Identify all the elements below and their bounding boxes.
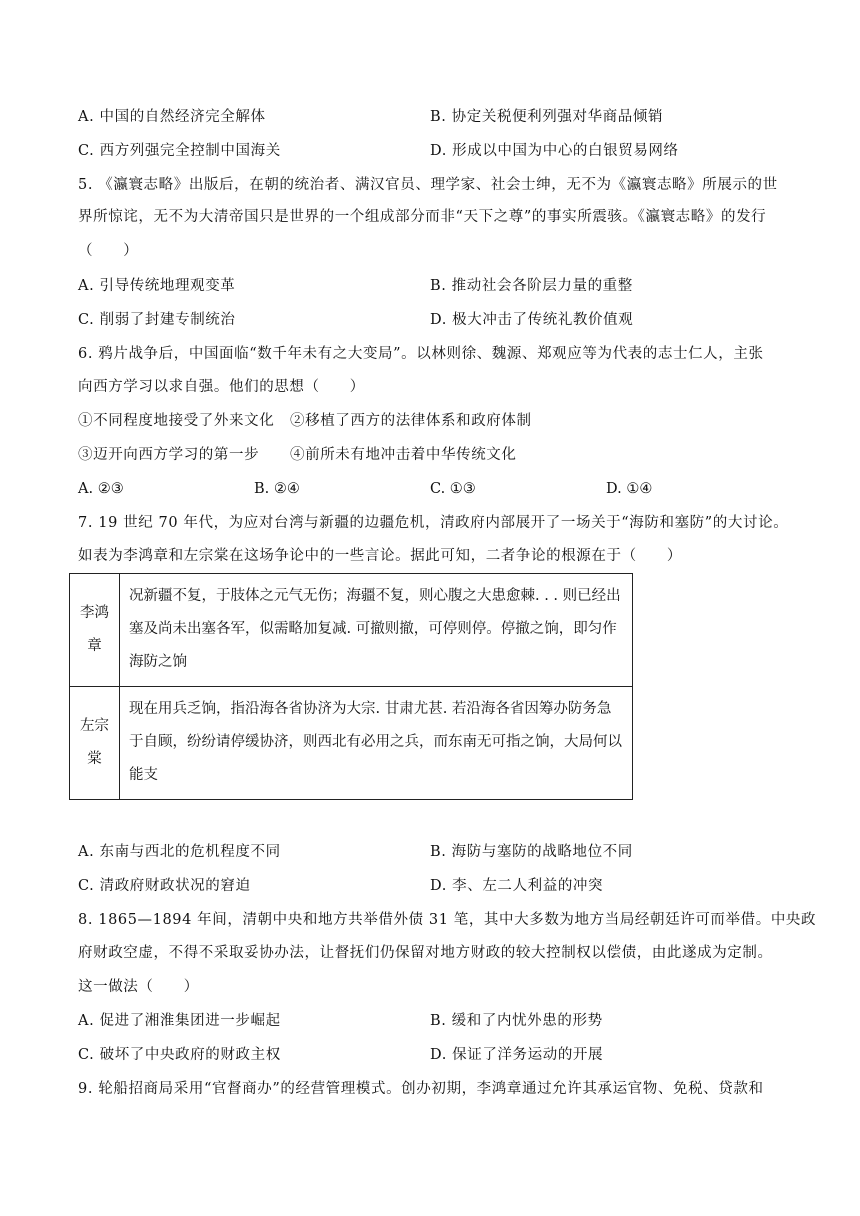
q4-option-c[interactable]: C. 西方列强完全控制中国海关 — [78, 143, 281, 159]
q7-quote-table — [69, 573, 633, 800]
speaker-name-part: 棠 — [87, 751, 102, 767]
q7-option-d[interactable]: D. 李、左二人利益的冲突 — [430, 878, 604, 894]
q8-option-b[interactable]: B. 缓和了内忧外患的形势 — [430, 1013, 603, 1029]
q7-stem-line-1: 7. 19 世纪 70 年代，为应对台湾与新疆的边疆危机，清政府内部展开了一场关于“海防和塞防”的大讨论。 — [78, 515, 789, 531]
table-row — [70, 574, 633, 687]
q4-option-d[interactable]: D. 形成以中国为中心的白银贸易网络 — [430, 143, 679, 159]
q8-option-c[interactable]: C. 破坏了中央政府的财政主权 — [78, 1047, 281, 1063]
q6-statement-1: ①不同程度地接受了外来文化 — [78, 413, 275, 429]
q5-answer-blank: （ ） — [78, 243, 139, 259]
speaker-name-part: 章 — [87, 638, 102, 654]
q6-option-a[interactable]: A. ②③ — [78, 481, 124, 497]
speaker-cell — [70, 687, 120, 800]
q8-stem-line-2: 府财政空虚，不得不采取妥协办法，让督抚们仍保留对地方财政的较大控制权以偿债，由此遂成为定制。 — [78, 945, 773, 961]
q6-statement-4: ④前所未有地冲击着中华传统文化 — [290, 447, 517, 463]
q6-stem-line-1: 6. 鸦片战争后，中国面临“数千年未有之大变局”。以林则徐、魏源、郑观应等为代表的志士仁人，主张 — [78, 346, 764, 362]
speaker-name-part: 李鸿 — [80, 605, 109, 621]
q4-option-b[interactable]: B. 协定关税便利列强对华商品倾销 — [430, 109, 664, 125]
q5-option-c[interactable]: C. 削弱了封建专制统治 — [78, 312, 236, 328]
q5-stem-line-1: 5. 《瀛寰志略》出版后，在朝的统治者、满汉官员、理学家、社会士绅，无不为《瀛寰志略》所展示的世 — [78, 177, 778, 193]
q7-option-b[interactable]: B. 海防与塞防的战略地位不同 — [430, 844, 633, 860]
q6-statement-2: ②移植了西方的法律体系和政府体制 — [290, 413, 532, 429]
q6-option-d[interactable]: D. ①④ — [606, 481, 653, 497]
q8-option-d[interactable]: D. 保证了洋务运动的开展 — [430, 1047, 604, 1063]
q7-option-a[interactable]: A. 东南与西北的危机程度不同 — [78, 844, 281, 860]
quote-text: 现在用兵乏饷，指沿海各省协济为大宗. 甘肃尤甚. 若沿海各省因筹办防务急于自顾，纷纷请停缓协济，则西北有必用之兵，而东南无可指之饷，大局何以能支 — [120, 687, 633, 800]
q6-stem-line-2: 向西方学习以求自强。他们的思想（ ） — [78, 379, 365, 395]
quote-text: 况新疆不复，于肢体之元气无伤；海疆不复，则心腹之大患愈棘. . . 则已经出塞及尚未出塞各军，似需略加复减. 可撤则撤，可停则停。停撤之饷，即匀作海防之饷 — [120, 574, 633, 687]
q5-option-b[interactable]: B. 推动社会各阶层力量的重整 — [430, 278, 633, 294]
q5-option-a[interactable]: A. 引导传统地理观变革 — [78, 278, 236, 294]
speaker-name-part: 左宗 — [80, 718, 109, 734]
q7-stem-line-2: 如表为李鸿章和左宗棠在这场争论中的一些言论。据此可知，二者争论的根源在于（ ） — [78, 548, 682, 564]
q9-stem-line-1: 9. 轮船招商局采用“官督商办”的经营管理模式。创办初期，李鸿章通过允许其承运官物、免税、贷款和 — [78, 1081, 764, 1097]
q7-option-c[interactable]: C. 清政府财政状况的窘迫 — [78, 878, 251, 894]
q6-option-c[interactable]: C. ①③ — [430, 481, 476, 497]
q5-option-d[interactable]: D. 极大冲击了传统礼教价值观 — [430, 312, 634, 328]
q8-stem-line-3: 这一做法（ ） — [78, 979, 199, 995]
q6-option-b[interactable]: B. ②④ — [254, 481, 300, 497]
q8-option-a[interactable]: A. 促进了湘淮集团进一步崛起 — [78, 1013, 281, 1029]
q4-option-a[interactable]: A. 中国的自然经济完全解体 — [78, 109, 266, 125]
q5-stem-line-2: 界所惊诧，无不为大清帝国只是世界的一个组成部分而非“天下之尊”的事实所震骇。《瀛寰志略》的发行 — [78, 209, 767, 225]
q6-statement-3: ③迈开向西方学习的第一步 — [78, 447, 260, 463]
q8-stem-line-1: 8. 1865—1894 年间，清朝中央和地方共举借外债 31 笔，其中大多数为地方当局经朝廷许可而举借。中央政 — [78, 912, 817, 928]
table-row — [70, 687, 633, 800]
speaker-cell — [70, 574, 120, 687]
